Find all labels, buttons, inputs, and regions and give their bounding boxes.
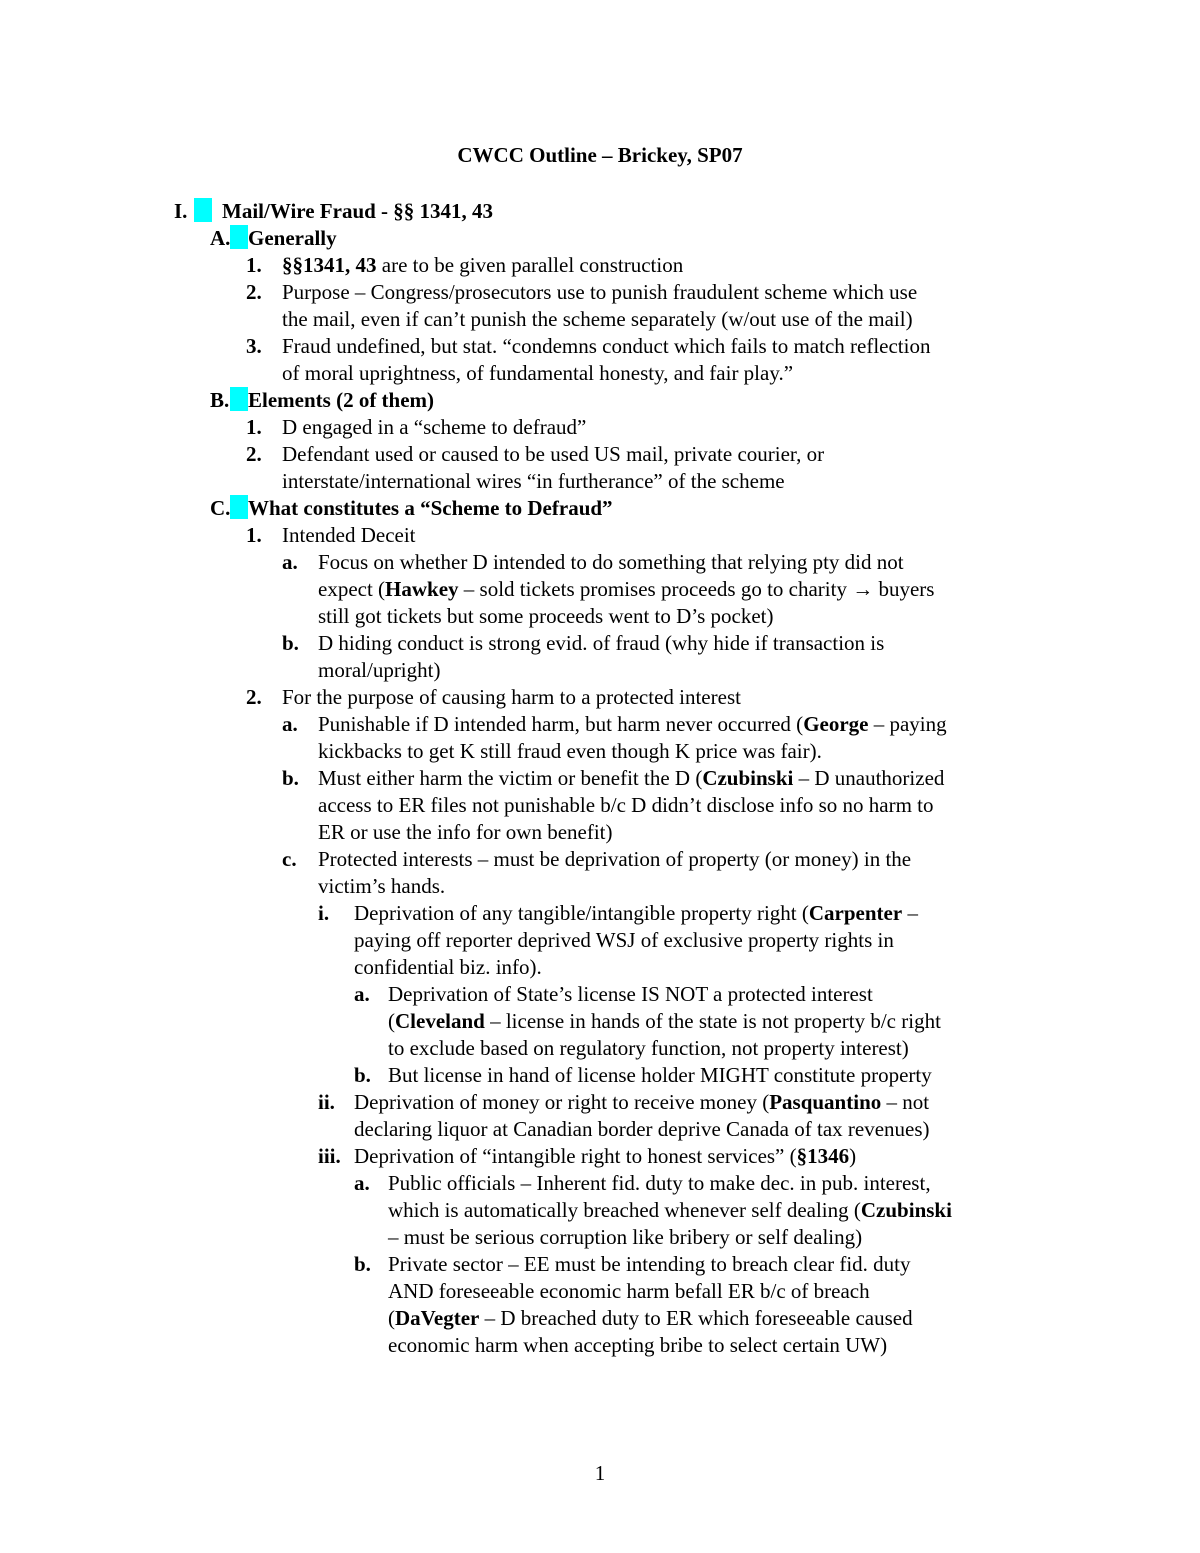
statute-reference: §1346: [796, 1144, 850, 1168]
item-text: Defendant used or caused to be used US mail, private courier, or: [282, 442, 825, 466]
case-name: Czubinski: [860, 1198, 952, 1222]
outline-label: 1.: [246, 415, 262, 439]
statute-reference: §§1341, 43: [282, 253, 377, 277]
item-text: D hiding conduct is strong evid. of fraud (why hide if transaction is: [318, 631, 885, 655]
item-text-continued: kickbacks to get K still fraud even though K price was fair).: [318, 739, 822, 763]
item-text-continued: victim’s hands.: [318, 874, 446, 898]
item-text: For the purpose of causing harm to a protected interest: [282, 685, 741, 709]
page-number: 1: [594, 1461, 606, 1485]
outline-label: 2.: [246, 685, 262, 709]
case-name: Carpenter: [808, 901, 903, 925]
item-text: Purpose – Congress/prosecutors use to punish fraudulent scheme which use: [282, 280, 918, 304]
case-name: Cleveland: [395, 1009, 485, 1033]
outline-label: ii.: [318, 1090, 335, 1114]
case-name: Hawkey: [385, 577, 459, 601]
outline-label: a.: [354, 1171, 370, 1195]
outline-label: 3.: [246, 334, 262, 358]
outline-label: b.: [354, 1063, 371, 1087]
outline-label: 1.: [246, 253, 262, 277]
highlight-marker: [194, 198, 212, 225]
item-text-continued: declaring liquor at Canadian border deprive Canada of tax revenues): [354, 1117, 930, 1141]
item-text-continued: still got tickets but some proceeds went to D’s pocket): [318, 604, 774, 628]
highlight-marker: [230, 225, 248, 252]
item-text: Private sector – EE must be intending to breach clear fid. duty: [388, 1252, 911, 1276]
outline-label: c.: [282, 847, 297, 871]
item-text-continued: confidential biz. info).: [354, 955, 542, 979]
section-heading: Mail/Wire Fraud - §§ 1341, 43: [222, 199, 494, 223]
item-text-continued: the mail, even if can’t punish the scheme separately (w/out use of the mail): [282, 307, 913, 331]
highlight-marker: [230, 495, 248, 522]
outline-label: 2.: [246, 442, 262, 466]
item-text-continued: access to ER files not punishable b/c D didn’t disclose info so no harm to: [318, 793, 934, 817]
case-name: Czubinski: [702, 766, 794, 790]
outline-label: b.: [282, 766, 299, 790]
item-text: Deprivation of State’s license IS NOT a protected interest: [388, 982, 873, 1006]
outline-label: b.: [354, 1252, 371, 1276]
item-text: Public officials – Inherent fid. duty to make dec. in pub. interest,: [388, 1171, 931, 1195]
highlight-marker: [230, 387, 248, 414]
outline-label: i.: [318, 901, 330, 925]
outline-label: C.: [210, 496, 231, 520]
item-text-continued: of moral uprightness, of fundamental honesty, and fair play.”: [282, 361, 794, 385]
outline-label: 1.: [246, 523, 262, 547]
section-heading: Elements (2 of them): [248, 388, 435, 412]
item-text-continued: – must be serious corruption like bribery or self dealing): [388, 1225, 863, 1249]
item-text-continued: which is automatically breached whenever self dealing (Czubinski: [388, 1198, 952, 1222]
item-text: Focus on whether D intended to do something that relying pty did not: [318, 550, 904, 574]
outline-label: a.: [282, 550, 298, 574]
outline-label: a.: [354, 982, 370, 1006]
case-name: DaVegter: [395, 1306, 480, 1330]
item-text-continued: (DaVegter – D breached duty to ER which foreseeable caused: [388, 1306, 913, 1330]
section-heading: What constitutes a “Scheme to Defraud”: [248, 496, 613, 520]
item-text-continued: AND foreseeable economic harm befall ER b/c of breach: [388, 1279, 870, 1303]
outline-label: 2.: [246, 280, 262, 304]
item-text-continued: paying off reporter deprived WSJ of exclusive property rights in: [354, 928, 894, 952]
item-text: D engaged in a “scheme to defraud”: [282, 415, 587, 439]
item-text: Protected interests – must be deprivation of property (or money) in the: [318, 847, 912, 871]
outline-label: B.: [210, 388, 230, 412]
case-name: George: [803, 712, 869, 736]
item-text-continued: (Cleveland – license in hands of the state is not property b/c right: [388, 1009, 941, 1033]
item-text-continued: economic harm when accepting bribe to select certain UW): [388, 1333, 888, 1357]
outline-label: a.: [282, 712, 298, 736]
item-text-continued: to exclude based on regulatory function, not property interest): [388, 1036, 909, 1060]
page-title: CWCC Outline – Brickey, SP07: [457, 143, 743, 167]
item-text: But license in hand of license holder MIGHT constitute property: [388, 1063, 932, 1087]
outline-label: b.: [282, 631, 299, 655]
item-text: Fraud undefined, but stat. “condemns conduct which fails to match reflection: [282, 334, 931, 358]
item-text: Intended Deceit: [282, 523, 416, 547]
case-name: Pasquantino: [769, 1090, 882, 1114]
item-text-continued: expect (Hawkey – sold tickets promises proceeds go to charity → buyers: [318, 577, 935, 601]
section-heading: Generally: [248, 226, 337, 250]
item-text-continued: interstate/international wires “in furtherance” of the scheme: [282, 469, 785, 493]
outline-label: A.: [210, 226, 231, 250]
item-text: are to be given parallel construction: [376, 253, 684, 277]
item-text-continued: ER or use the info for own benefit): [318, 820, 613, 844]
outline-label: I.: [174, 199, 188, 223]
outline-label: iii.: [318, 1144, 341, 1168]
item-text-continued: moral/upright): [318, 658, 441, 682]
